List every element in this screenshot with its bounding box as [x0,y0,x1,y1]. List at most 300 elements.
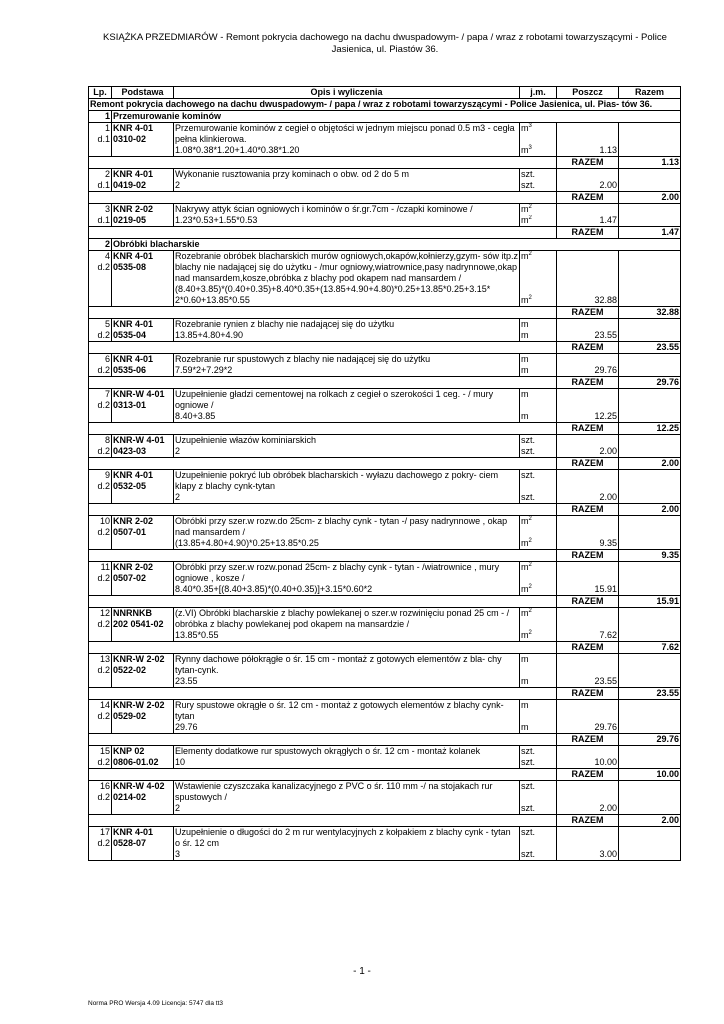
item-calculation: 7.59*2+7.29*2 [175,365,233,375]
razem-total: 7.62 [619,642,681,654]
item-code-1: KNR 4-01 [113,470,154,480]
item-unit: m [520,319,557,331]
razem-row [89,377,681,389]
item-calc-unit: $m^2$ [520,215,557,227]
item-desc-text: Uzupełnienie pokryć lub obróbek blacharskich - wyłazu dachowego z pokry- ciem klapy z blachy cynk-tytan [175,470,499,491]
item-ref: d.2 [97,792,110,802]
item-calc-unit: m [520,330,557,342]
item-row [89,654,681,671]
item-qty-empty [557,319,619,331]
item-lp [89,781,112,815]
item-calc-unit: szt. [520,757,557,769]
item-basis [112,169,174,192]
razem-row [89,688,681,700]
item-basis [112,123,174,157]
item-basis [112,389,174,423]
razem-label: RAZEM [557,688,619,700]
item-ref: d.2 [97,573,110,583]
razem-label: RAZEM [557,192,619,204]
item-total-empty [619,700,681,717]
item-desc-text: Uzupełnienie o długości do 2 m rur wentylacyjnych z kołpakiem z blachy cynk - tytan o śr. 12 cm [175,827,511,848]
item-description [174,123,520,157]
item-desc-text: Wykonanie rusztowania przy kominach o obw. od 2 do 5 m [175,169,410,179]
item-basis [112,562,174,596]
item-calculation: 13.85+4.80+4.90 [175,330,244,340]
razem-total: 32.88 [619,307,681,319]
item-unit: $m^2$ [520,516,557,533]
col-qty: Poszcz [557,87,619,99]
item-description [174,562,520,596]
razem-label: RAZEM [557,423,619,435]
item-calc-unit: m [520,406,557,423]
razem-spacer [89,815,557,827]
header-line-2: Jasienica, ul. Piastów 36. [331,44,439,55]
table-body [89,99,681,861]
item-lp [89,827,112,861]
razem-total: 29.76 [619,377,681,389]
item-unit: m [520,700,557,717]
razem-label: RAZEM [557,342,619,354]
razem-label: RAZEM [557,157,619,169]
razem-row [89,307,681,319]
item-calculation: 1.08*0.38*1.20+1.40*0.38*1.20 [175,145,300,155]
razem-spacer [89,307,557,319]
razem-row [89,734,681,746]
item-total-empty [619,123,681,140]
item-code-2: 202 0541-02 [113,619,164,629]
item-code-1: KNR 2-02 [113,562,154,572]
item-qty-empty [557,470,619,487]
item-qty: 23.55 [557,330,619,342]
item-total-blank [619,717,681,734]
item-lp [89,354,112,377]
item-calc-unit: szt. [520,180,557,192]
item-ref: d.2 [97,481,110,491]
item-unit: $m^2$ [520,204,557,216]
bill-of-quantities-table [88,86,681,861]
item-calc-unit: szt. [520,446,557,458]
razem-total: 9.35 [619,550,681,562]
razem-total: 1.13 [619,157,681,169]
item-total-blank [619,625,681,642]
razem-total: 10.00 [619,769,681,781]
item-code-1: KNR 4-01 [113,319,154,329]
document-header [70,32,700,56]
item-row [89,389,681,406]
razem-row [89,192,681,204]
item-number: 8 [104,435,110,445]
item-calculation: 10 [175,757,186,767]
razem-row [89,342,681,354]
razem-spacer [89,157,557,169]
item-calculation: 13.85*0.55 [175,630,219,640]
item-total-blank [619,798,681,815]
item-desc-text: Rozebranie rynien z blachy nie nadającej się do użytku [175,319,395,329]
razem-label: RAZEM [557,596,619,608]
item-code-1: KNR 2-02 [113,516,154,526]
item-qty: 2.00 [557,180,619,192]
item-row [89,700,681,717]
razem-spacer [89,504,557,516]
item-qty: 3.00 [557,844,619,861]
razem-total: 23.55 [619,342,681,354]
razem-label: RAZEM [557,227,619,239]
item-calculation: (13.85+4.80+4.90)*0.25+13.85*0.25 [175,538,319,548]
item-qty-empty [557,781,619,798]
item-total-empty [619,516,681,533]
col-total: Razem [619,87,681,99]
item-description [174,319,520,342]
item-total-blank [619,446,681,458]
item-unit: m [520,654,557,671]
item-number: 13 [99,654,110,664]
item-row [89,319,681,331]
item-number: 11 [100,562,110,572]
item-total-empty [619,470,681,487]
razem-label: RAZEM [557,504,619,516]
item-basis [112,354,174,377]
item-total-blank [619,579,681,596]
item-basis [112,251,174,307]
item-desc-text: Nakrywy attyk ścian ogniowych i kominów o śr.gr.7cm - /czapki kominowe / [175,204,473,214]
item-calculation: 8.40+3.85 [175,411,216,421]
item-row [89,204,681,216]
item-description [174,516,520,550]
item-code-1: NNRNKB [113,608,152,618]
item-total-blank [619,757,681,769]
item-ref: d.1 [97,215,110,225]
item-total-empty [619,354,681,366]
item-total-empty [619,608,681,625]
item-desc-text: Wstawienie czyszczaka kanalizacyjnego z PVC o śr. 110 mm -/ na stojakach rur spustowych / [175,781,493,802]
header-line-1: KSIĄŻKA PRZEDMIARÓW - Remont pokrycia dachowego na dachu dwuspadowym- / papa / wraz z robotami towarzyszącymi - Police [103,32,667,43]
razem-label: RAZEM [557,642,619,654]
item-row [89,354,681,366]
item-qty-empty [557,608,619,625]
item-number: 6 [104,354,110,364]
razem-row [89,596,681,608]
item-calculation: (8.40+3.85)*(0.40+0.35)+8.40*0.35+(13.85+4.90+4.80)*0.25+13.85*0.25+3.15* 2*0.60+13.85*0.55 [175,284,491,305]
item-lp [89,319,112,342]
item-qty: 10.00 [557,757,619,769]
item-ref: d.2 [97,711,110,721]
item-code-1: KNP 02 [113,746,145,756]
item-lp [89,746,112,769]
razem-row [89,504,681,516]
page-number: - 1 - [353,966,371,977]
item-code-1: KNR 2-02 [113,204,154,214]
item-code-2: 0423-03 [113,446,147,456]
item-unit: szt. [520,470,557,487]
table-header-row [89,87,681,99]
item-basis [112,654,174,688]
razem-label: RAZEM [557,769,619,781]
item-total-empty [619,827,681,844]
item-code-1: KNR 4-01 [113,123,154,133]
razem-total: 1.47 [619,227,681,239]
razem-spacer [89,227,557,239]
section-row [89,111,681,123]
item-description [174,389,520,423]
col-lp: Lp. [89,87,112,99]
item-number: 17 [99,827,110,837]
col-description: Opis i wyliczenia [174,87,520,99]
item-code-1: KNR-W 2-02 [113,700,165,710]
item-row [89,435,681,447]
item-lp [89,654,112,688]
item-qty-empty [557,169,619,181]
item-code-1: KNR-W 4-02 [113,781,165,791]
item-unit: szt. [520,169,557,181]
razem-label: RAZEM [557,550,619,562]
item-number: 1 [104,123,110,133]
item-unit: szt. [520,827,557,844]
item-description [174,654,520,688]
razem-spacer [89,458,557,470]
item-desc-text: Elementy dodatkowe rur spustowych okrągłych o śr. 12 cm - montaż kolanek [175,746,481,756]
razem-label: RAZEM [557,458,619,470]
item-code-2: 0535-08 [113,262,147,272]
item-qty-empty [557,435,619,447]
section-title: Przemurowanie kominów [112,111,681,123]
item-unit: $m^2$ [520,562,557,579]
item-lp [89,700,112,734]
razem-spacer [89,423,557,435]
item-total-blank [619,671,681,688]
item-lp [89,389,112,423]
razem-spacer [89,642,557,654]
item-lp [89,562,112,596]
item-total-empty [619,204,681,216]
item-calc-unit: szt. [520,844,557,861]
razem-total: 2.00 [619,815,681,827]
item-qty-empty [557,654,619,671]
item-code-1: KNR 4-01 [113,169,154,179]
item-qty: 29.76 [557,717,619,734]
item-unit: $m^2$ [520,251,557,279]
item-code-2: 0532-05 [113,481,147,491]
item-ref: d.2 [97,262,110,272]
item-lp [89,251,112,307]
item-calculation: 8.40*0.35+[(8.40+3.85)*(0.40+0.35)]+3.15*0.60*2 [175,584,373,594]
item-unit: szt. [520,435,557,447]
item-description [174,354,520,377]
item-desc-text: Uzupełnienie włazów kominiarskich [175,435,317,445]
razem-row [89,227,681,239]
item-number: 3 [104,204,110,214]
item-total-empty [619,251,681,279]
item-lp [89,470,112,504]
item-total-empty [619,319,681,331]
item-basis [112,319,174,342]
item-basis [112,746,174,769]
item-number: 2 [104,169,110,179]
item-lp [89,169,112,192]
razem-spacer [89,596,557,608]
razem-spacer [89,734,557,746]
item-lp [89,123,112,157]
item-unit: m [520,354,557,366]
item-qty: 7.62 [557,625,619,642]
item-code-2: 0528-07 [113,838,147,848]
item-description [174,470,520,504]
item-desc-text: (z.VI) Obróbki blacharskie z blachy powlekanej o szer.w rozwinięciu ponad 25 cm - / obróbka z blachy powlekanej pod okapem na mansardzie / [175,608,510,629]
razem-total: 2.00 [619,192,681,204]
item-code-2: 0507-01 [113,527,147,537]
item-unit: m [520,389,557,406]
item-calc-unit: $m^2$ [520,533,557,550]
item-calculation: 1.23*0.53+1.55*0.53 [175,215,258,225]
section-title: Obróbki blacharskie [112,239,681,251]
item-unit: $m^2$ [520,608,557,625]
item-code-2: 0219-05 [113,215,147,225]
item-number: 10 [99,516,110,526]
razem-total: 29.76 [619,734,681,746]
item-ref: d.2 [97,330,110,340]
item-total-empty [619,746,681,758]
item-code-2: 0535-04 [113,330,147,340]
item-total-blank [619,140,681,157]
item-number: 16 [99,781,110,791]
item-qty: 2.00 [557,798,619,815]
item-total-empty [619,654,681,671]
item-qty-empty [557,746,619,758]
item-total-blank [619,215,681,227]
section-number: 1 [89,111,112,123]
item-number: 12 [99,608,110,618]
item-code-2: 0535-06 [113,365,147,375]
item-qty-empty [557,562,619,579]
item-basis [112,470,174,504]
item-calc-unit: m [520,717,557,734]
item-calculation: 23.55 [175,676,198,686]
item-row [89,562,681,579]
section-row [89,239,681,251]
item-calc-unit: $m^2$ [520,625,557,642]
razem-total: 15.91 [619,596,681,608]
item-qty-empty [557,700,619,717]
item-calc-unit: m [520,365,557,377]
item-calc-unit: szt. [520,798,557,815]
item-row [89,827,681,844]
item-desc-text: Rozebranie obróbek blacharskich murów ogniowych,okapów,kołnierzy,gzym- sów itp.z blachy nie nadającej się do użytku - /mur ogniowy,wiatrownice,pasy nadrynnowe,okap nad mansardem,kosze,obróbka z blachy pod okapem nad mansardem / [175,251,518,283]
item-code-1: KNR-W 2-02 [113,654,165,664]
item-desc-text: Rury spustowe okrągłe o śr. 12 cm - montaż z gotowych elementów z blachy cynk-tytan [175,700,504,721]
item-basis [112,435,174,458]
item-unit: $m^3$ [520,123,557,140]
item-qty: 15.91 [557,579,619,596]
razem-label: RAZEM [557,815,619,827]
item-qty: 12.25 [557,406,619,423]
item-description [174,204,520,227]
col-basis: Podstawa [112,87,174,99]
item-row [89,516,681,533]
razem-spacer [89,550,557,562]
item-code-1: KNR 4-01 [113,827,154,837]
item-basis [112,781,174,815]
item-code-1: KNR 4-01 [113,251,154,261]
item-number: 5 [104,319,110,329]
item-qty: 2.00 [557,446,619,458]
item-code-2: 0214-02 [113,792,147,802]
item-description [174,608,520,642]
item-number: 9 [104,470,110,480]
razem-total: 23.55 [619,688,681,700]
item-basis [112,204,174,227]
item-qty: 23.55 [557,671,619,688]
item-ref: d.2 [97,400,110,410]
razem-total: 2.00 [619,458,681,470]
item-desc-text: Obróbki przy szer.w rozw.ponad 25cm- z blachy cynk - tytan - /wiatrownice , mury ogniowe , kosze / [175,562,500,583]
item-ref: d.1 [97,180,110,190]
item-basis [112,516,174,550]
col-unit: j.m. [520,87,557,99]
item-qty-empty [557,516,619,533]
item-total-empty [619,781,681,798]
item-qty: 29.76 [557,365,619,377]
item-row [89,470,681,487]
item-lp [89,204,112,227]
razem-row [89,769,681,781]
item-qty: 9.35 [557,533,619,550]
item-code-1: KNR 4-01 [113,354,154,364]
item-calc-unit: $m^2$ [520,579,557,596]
item-number: 4 [104,251,110,261]
item-number: 15 [99,746,110,756]
item-qty-empty [557,354,619,366]
section-number: 2 [89,239,112,251]
item-code-2: 0522-02 [113,665,147,675]
razem-label: RAZEM [557,734,619,746]
item-calculation: 2 [175,180,181,190]
razem-row [89,423,681,435]
item-desc-text: Przemurowanie kominów z cegieł o objętości w jednym miejscu ponad 0.5 m3 - cegła pełna klinkierowa. [175,123,515,144]
item-code-1: KNR-W 4-01 [113,435,165,445]
item-total-empty [619,435,681,447]
item-number: 14 [99,700,110,710]
footer-note: Norma PRO Wersja 4.09 Licencja: 5747 dla tt3 [88,1000,224,1007]
razem-total: 2.00 [619,504,681,516]
item-row [89,608,681,625]
item-code-2: 0310-02 [113,134,147,144]
item-total-empty [619,169,681,181]
item-description [174,700,520,734]
item-row [89,169,681,181]
item-total-blank [619,533,681,550]
item-row [89,123,681,140]
razem-row [89,157,681,169]
item-total-blank [619,365,681,377]
razem-row [89,458,681,470]
item-description [174,169,520,192]
item-unit: szt. [520,781,557,798]
item-desc-text: Obróbki przy szer.w rozw.do 25cm- z blachy cynk - tytan -/ pasy nadrynnowe , okap nad mansardem / [175,516,508,537]
item-qty-empty [557,123,619,140]
razem-spacer [89,688,557,700]
item-total-blank [619,844,681,861]
item-code-2: 0806-01.02 [113,757,159,767]
item-ref: d.2 [97,527,110,537]
item-total-empty [619,562,681,579]
item-calc-unit: $m^3$ [520,140,557,157]
item-qty-empty [557,204,619,216]
item-code-2: 0313-01 [113,400,147,410]
item-calculation: 29.76 [175,722,198,732]
item-code-1: KNR-W 4-01 [113,389,165,399]
project-title: Remont pokrycia dachowego na dachu dwuspadowym- / papa / wraz z robotami towarzyszącymi - Police Jasienica, ul. Pias- tów 36. [89,99,681,111]
item-total-blank [619,487,681,504]
item-number: 7 [104,389,110,399]
